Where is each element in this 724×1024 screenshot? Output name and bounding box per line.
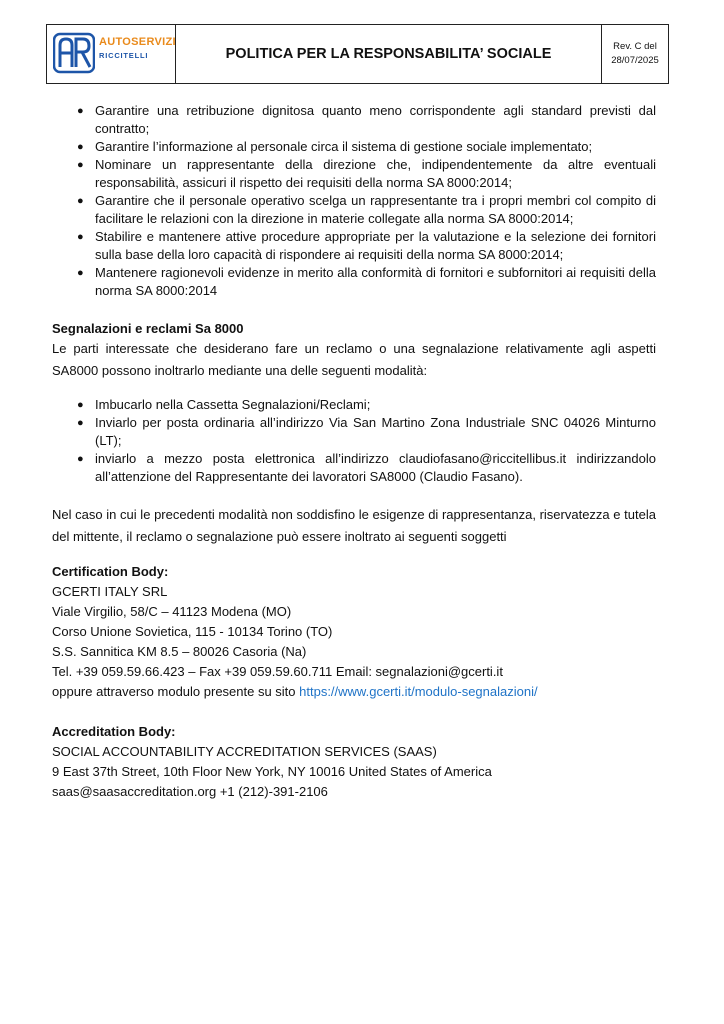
accreditation-line: SOCIAL ACCOUNTABILITY ACCREDITATION SERVICES (SAAS) <box>52 744 437 759</box>
logo-subtitle: RICCITELLI <box>99 51 149 60</box>
bullet-icon: ● <box>77 195 84 207</box>
document-title: POLITICA PER LA RESPONSABILITA’ SOCIALE <box>176 25 602 83</box>
gcerti-form-link[interactable]: https://www.gcerti.it/modulo-segnalazioni/ <box>299 684 538 699</box>
accreditation-line: saas@saasaccreditation.org +1 (212)-391-2106 <box>52 784 328 799</box>
list-item: ● Nominare un rappresentante della direzione che, indipendentemente da altre eventuali responsabilità, assicuri il rispetto dei requisiti della norma SA 8000:2014; <box>77 157 656 190</box>
list-item: ● Garantire che il personale operativo scelga un rappresentante tra i propri membri col compito di facilitare le relazioni con la direzione in materie collegate alla norma SA 8000:2014; <box>77 193 656 226</box>
certification-line: Corso Unione Sovietica, 115 - 10134 Torino (TO) <box>52 624 333 639</box>
certification-line: Tel. +39 059.59.66.423 – Fax +39 059.59.60.711 Email: segnalazioni@gcerti.it <box>52 664 503 679</box>
link-prefix: oppure attraverso modulo presente su sito <box>52 684 300 699</box>
section-heading-accreditation: Accreditation Body: <box>52 724 176 739</box>
revision-date: 28/07/2025 <box>611 55 659 66</box>
list-item: ● inviarlo a mezzo posta elettronica all’indirizzo claudiofasano@riccitellibus.it indirizzandolo all’attenzione del Rappresentante dei lavoratori SA8000 (Claudio Fasano). <box>77 451 656 484</box>
certification-line: Viale Virgilio, 58/C – 41123 Modena (MO) <box>52 604 292 619</box>
certification-line: GCERTI ITALY SRL <box>52 584 168 599</box>
reclami-bullet-list <box>52 396 656 486</box>
policy-bullet-list <box>52 102 656 300</box>
section-heading-certification: Certification Body: <box>52 564 169 579</box>
reclami-closing: Nel caso in cui le precedenti modalità non soddisfino le esigenze di rappresentanza, riservatezza e tutela del mittente, il reclamo o segnalazione può essere inoltrato ai seguenti soggetti <box>52 507 656 544</box>
document-header <box>46 24 669 84</box>
list-item: ● Mantenere ragionevoli evidenze in merito alla conformità di fornitori e subfornitori ai requisiti della norma SA 8000:2014 <box>77 265 656 298</box>
bullet-icon: ● <box>77 141 84 153</box>
list-item: ● Imbucarlo nella Cassetta Segnalazioni/Reclami; <box>77 397 371 412</box>
bullet-icon: ● <box>77 267 84 279</box>
revision-label: Rev. C del <box>613 41 657 52</box>
section-heading-reclami: Segnalazioni e reclami Sa 8000 <box>52 321 244 336</box>
bullet-icon: ● <box>77 159 84 171</box>
list-item: ● Stabilire e mantenere attive procedure appropriate per la valutazione e la selezione dei fornitori sulla base della loro capacità di rispondere ai requisiti della norma SA 8000:2014; <box>77 229 656 262</box>
logo-ar-icon <box>53 31 95 75</box>
bullet-icon: ● <box>77 399 84 411</box>
bullet-icon: ● <box>77 231 84 243</box>
bullet-icon: ● <box>77 453 84 465</box>
certification-link-line <box>52 682 656 702</box>
document-body <box>52 102 656 802</box>
logo-name: AUTOSERVIZI <box>99 36 176 48</box>
bullet-icon: ● <box>77 105 84 117</box>
list-item: ● Garantire l’informazione al personale circa il sistema di gestione sociale implementato; <box>77 139 593 154</box>
list-item: ● Inviarlo per posta ordinaria all’indirizzo Via San Martino Zona Industriale SNC 04026 Minturno (LT); <box>77 415 656 448</box>
certification-line: S.S. Sannitica KM 8.5 – 80026 Casoria (Na) <box>52 644 307 659</box>
revision-box <box>602 25 668 83</box>
company-logo <box>47 25 176 83</box>
reclami-intro: Le parti interessate che desiderano fare un reclamo o una segnalazione relativamente agli aspetti SA8000 possono inoltrarlo mediante una delle seguenti modalità: <box>52 341 656 378</box>
accreditation-line: 9 East 37th Street, 10th Floor New York, NY 10016 United States of America <box>52 764 492 779</box>
bullet-icon: ● <box>77 417 84 429</box>
list-item: ● Garantire una retribuzione dignitosa quanto meno corrispondente agli standard previsti dal contratto; <box>77 103 656 136</box>
